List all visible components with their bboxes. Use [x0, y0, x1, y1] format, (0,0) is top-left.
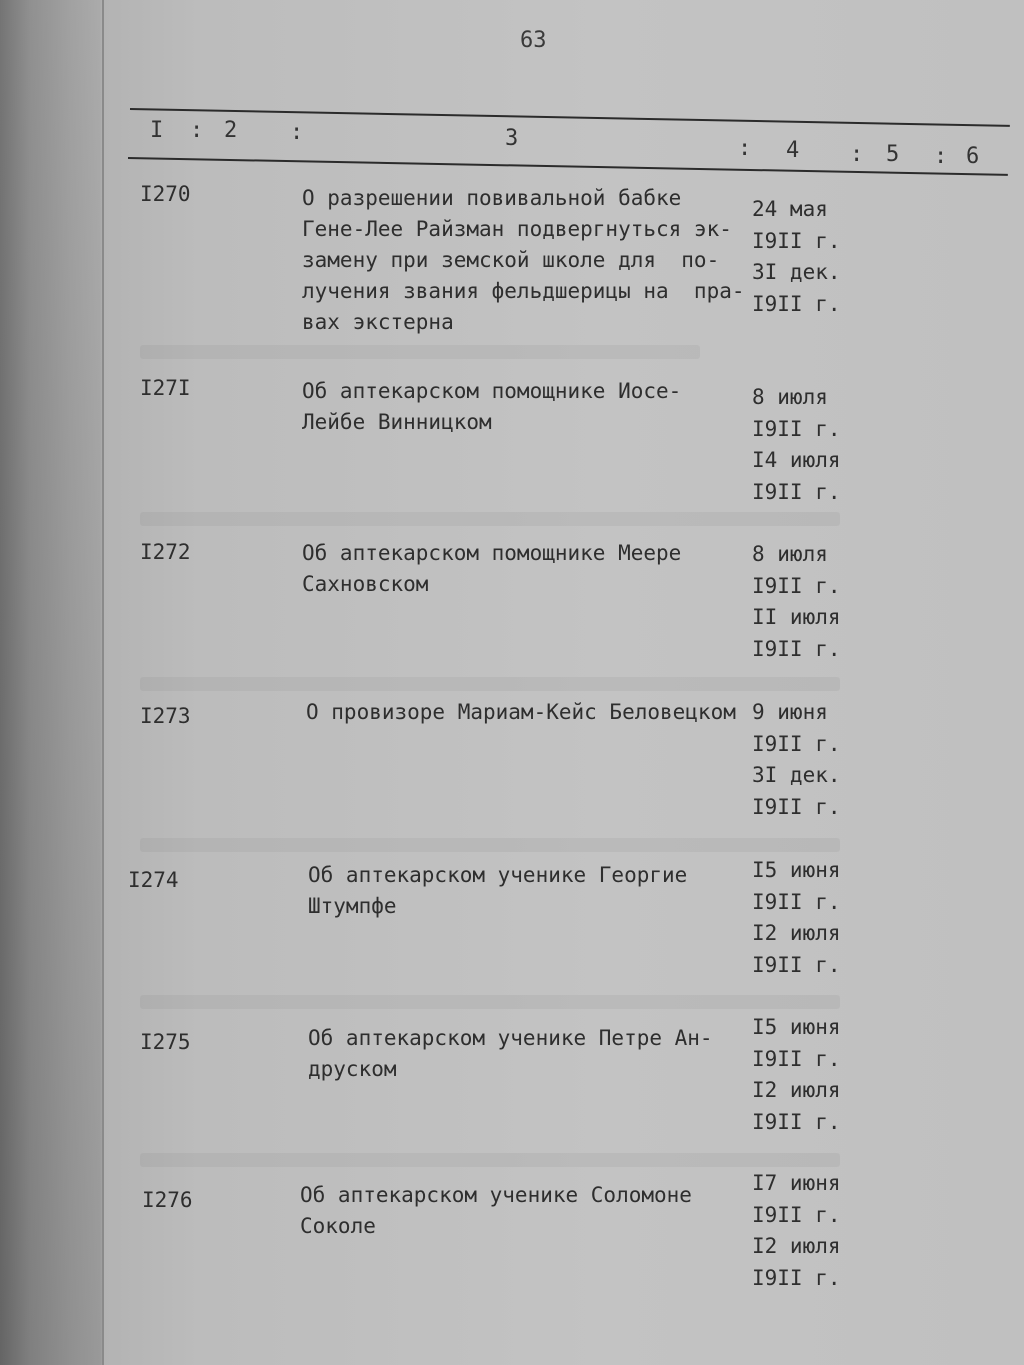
- bleed-through-line: [140, 345, 700, 359]
- entry-dates: I7 июня I9II г. I2 июля I9II г.: [752, 1171, 841, 1290]
- header-col-1: I: [150, 118, 164, 143]
- entry-dates: 8 июля I9II г. II июля I9II г.: [752, 542, 841, 661]
- page-number: 63: [520, 28, 547, 53]
- bleed-through-line: [140, 512, 840, 526]
- entry-number: I270: [140, 182, 191, 206]
- entry-number: I276: [142, 1188, 193, 1212]
- entry-dates: I5 июня I9II г. I2 июля I9II г.: [752, 858, 841, 977]
- entry-description: Об аптекарском ученике Петре Ан- друском: [308, 1026, 713, 1081]
- entry-dates: 24 мая I9II г. 3I дек. I9II г.: [752, 197, 841, 316]
- entry-number: I275: [140, 1030, 191, 1054]
- entry-description: О разрешении повивальной бабке Гене-Лее Райзман подвергнуться эк- замену при земской школе для по- лучения звания фельдшерицы на пра- вах экстерна: [302, 186, 745, 334]
- entry-description: Об аптекарском помощнике Иосе- Лейбе Винницком: [302, 379, 682, 434]
- header-separator: :: [190, 118, 204, 143]
- entry-number: I27I: [140, 376, 191, 400]
- entry-dates: 9 июня I9II г. 3I дек. I9II г.: [752, 700, 841, 819]
- entry-number: I272: [140, 540, 191, 564]
- bleed-through-line: [140, 838, 840, 852]
- header-bottom-rule: [128, 157, 1008, 176]
- header-separator: :: [738, 136, 752, 161]
- facing-page: [0, 0, 104, 1365]
- page-edge: [102, 0, 104, 1365]
- header-separator: :: [934, 144, 948, 169]
- bleed-through-line: [140, 677, 840, 691]
- entry-description: Об аптекарском помощнике Меере Сахновском: [302, 541, 682, 596]
- entry-number: I273: [140, 704, 191, 728]
- entry-description: Об аптекарском ученике Соломоне Соколе: [300, 1183, 692, 1238]
- header-col-6: 6: [966, 144, 980, 169]
- bleed-through-line: [140, 1153, 840, 1167]
- entry-description: О провизоре Мариам-Кейс Беловецком: [306, 700, 736, 724]
- header-separator: :: [850, 142, 864, 167]
- entry-description: Об аптекарском ученике Георгие Штумпфе: [308, 863, 688, 918]
- header-col-5: 5: [886, 142, 900, 167]
- header-col-2: 2: [224, 118, 238, 143]
- header-col-3: 3: [505, 126, 519, 151]
- entry-dates: I5 июня I9II г. I2 июля I9II г.: [752, 1015, 841, 1134]
- bleed-through-line: [140, 995, 840, 1009]
- entry-dates: 8 июля I9II г. I4 июля I9II г.: [752, 385, 841, 504]
- header-top-rule: [130, 108, 1010, 127]
- entry-number: I274: [128, 868, 179, 892]
- header-separator: :: [290, 120, 304, 145]
- header-col-4: 4: [786, 138, 800, 163]
